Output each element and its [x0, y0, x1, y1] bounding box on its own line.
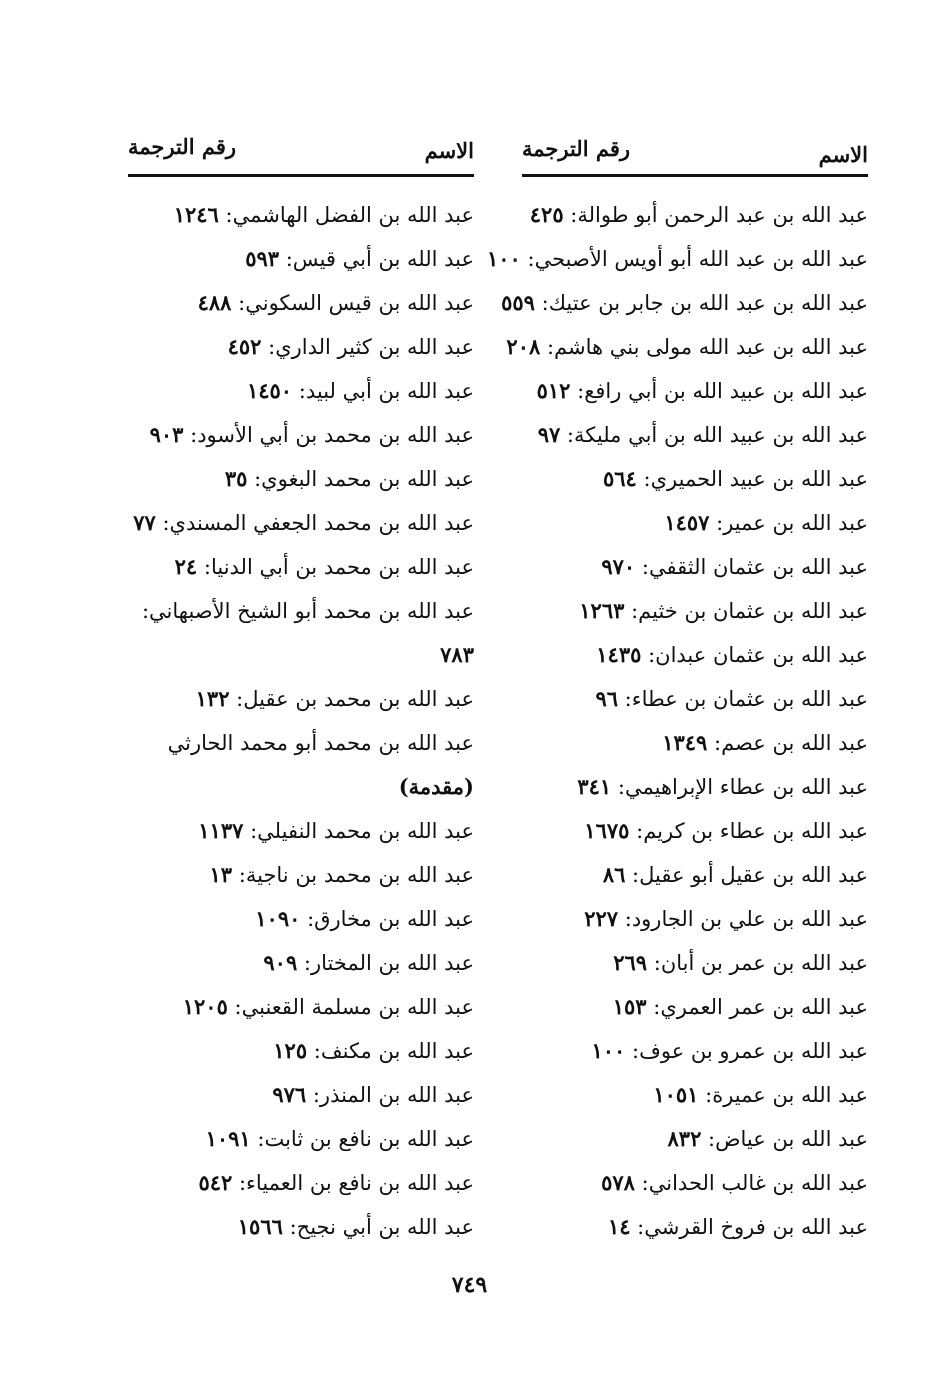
index-entry — [522, 765, 868, 809]
entry-number: ٨٦ — [602, 862, 626, 887]
entry-number: ٢٤ — [174, 554, 198, 579]
entry-name: عبد الله بن عبد الرحمن أبو طوالة — [577, 203, 868, 227]
entry-number: ١٢٤٦ — [173, 202, 219, 227]
entry-number: ٧٨٣ — [440, 642, 474, 667]
entry-name: عبد الله بن عبيد الله بن أبي مليكة — [574, 423, 868, 447]
entry-separator: : — [625, 863, 640, 887]
entry-number: ٩٧٦ — [272, 1082, 307, 1107]
entry-number: ٩٧ — [537, 422, 561, 447]
entry-name: عبد الله بن المنذر — [319, 1083, 474, 1107]
index-entry — [522, 941, 868, 985]
entry-number: ١٥٦٦ — [237, 1214, 283, 1239]
entry-separator: : — [560, 423, 575, 447]
index-entry — [128, 1073, 474, 1117]
entry-name: عبد الله بن عقيل أبو عقيل — [639, 863, 868, 887]
entry-name: عبد الله بن الفضل الهاشمي — [232, 203, 474, 227]
entry-separator: : — [232, 1171, 247, 1195]
entry-name: عبد الله بن محمد أبو الشيخ الأصبهاني — [149, 599, 474, 623]
index-entry — [128, 809, 474, 853]
entry-number: ٥٦٤ — [603, 466, 637, 491]
entry-number: ٨٣٢ — [667, 1126, 702, 1151]
entries-list-right — [487, 193, 868, 1249]
entry-separator: : — [247, 467, 262, 491]
entry-name: عبد الله بن محمد بن ناجية — [245, 863, 474, 887]
entry-number: ١٤٣٥ — [596, 642, 642, 667]
index-entry — [522, 1117, 868, 1161]
entry-number: ٢٦٩ — [613, 950, 648, 975]
entry-name: عبد الله بن مخارق — [314, 907, 474, 931]
index-entry — [522, 1073, 868, 1117]
index-entry — [522, 589, 868, 633]
index-entry — [522, 985, 868, 1029]
entry-separator: : — [227, 995, 242, 1019]
entry-separator: : — [183, 423, 198, 447]
entry-separator: : — [629, 819, 644, 843]
index-entry — [522, 545, 868, 589]
entry-number: ٩٧٠ — [601, 554, 636, 579]
entry-name: عبد الله بن محمد بن أبي الأسود — [197, 423, 474, 447]
index-entry — [522, 721, 868, 765]
entry-name: عبد الله بن عمر بن أبان — [660, 951, 868, 975]
entry-number: ١٢٦٣ — [579, 598, 625, 623]
entry-separator: : — [197, 555, 211, 579]
entries-list-left — [128, 193, 474, 1249]
index-entry — [128, 413, 474, 457]
entry-number: ٩٦ — [595, 686, 618, 711]
entry-separator: : — [243, 819, 258, 843]
index-entry — [522, 677, 868, 721]
entry-name: عبد الله بن عمير — [723, 511, 868, 535]
entry-name: عبد الله بن محمد النفيلي — [257, 819, 474, 843]
index-entry — [522, 809, 868, 853]
column-header — [522, 128, 868, 177]
index-entry — [522, 853, 868, 897]
entry-separator: : — [534, 291, 549, 315]
entry-separator: : — [636, 467, 651, 491]
index-entry — [501, 281, 868, 325]
entry-number: ١١٣٧ — [198, 818, 244, 843]
index-entry — [128, 325, 474, 369]
index-entry — [522, 633, 868, 677]
entry-separator: : — [300, 907, 315, 931]
entry-number: ١٠٩٠ — [255, 906, 301, 931]
entry-name: عبد الله بن محمد بن أبي الدنيا — [210, 555, 474, 579]
index-entry — [128, 897, 474, 941]
entry-name: عبد الله بن عطاء بن كريم — [643, 819, 868, 843]
header-number-label: رقم الترجمة — [522, 136, 631, 161]
entry-number: ١٥٣ — [612, 994, 647, 1019]
entry-name: عبد الله بن عثمان بن عطاء — [631, 687, 868, 711]
entry-number: ٢٢٧ — [584, 906, 619, 931]
header-number-label: رقم الترجمة — [128, 134, 237, 159]
entry-separator: : — [520, 247, 535, 271]
entry-separator: : — [563, 203, 578, 227]
index-entry — [128, 457, 474, 501]
entry-separator: : — [635, 555, 649, 579]
entry-number: ١٤ — [607, 1214, 631, 1239]
entry-number: ٥٧٨ — [601, 1170, 635, 1195]
entry-name: عبد الله بن عياض — [715, 1127, 868, 1151]
entry-separator: : — [618, 687, 632, 711]
entry-separator: : — [292, 379, 306, 403]
entry-name: عبد الله بن مكنف — [320, 1039, 474, 1063]
page-number: ٧٤٩ — [451, 1272, 488, 1298]
entry-name: عبد الله بن عثمان بن خثيم — [638, 599, 868, 623]
entry-name: عبد الله بن عميرة — [712, 1083, 868, 1107]
entry-number: ١٣٢ — [195, 686, 230, 711]
index-entry — [128, 501, 474, 545]
entry-name: عبد الله بن كثير الداري — [275, 335, 474, 359]
entry-name: عبد الله بن أبي قيس — [292, 247, 474, 271]
index-entry — [128, 1205, 474, 1249]
entry-separator: : — [701, 1127, 716, 1151]
entry-number: ١٣٤٩ — [662, 730, 708, 755]
index-entry — [506, 325, 868, 369]
entry-number: ٥٥٩ — [501, 290, 535, 315]
index-entry — [522, 457, 868, 501]
index-entry — [128, 853, 474, 897]
entry-separator: : — [698, 1083, 713, 1107]
entry-separator: : — [229, 687, 244, 711]
entry-name: عبد الله بن عبد الله مولى بني هاشم — [554, 335, 868, 359]
entry-separator: : — [155, 511, 170, 535]
entry-separator: : — [250, 1127, 265, 1151]
index-entry — [128, 721, 474, 809]
entry-number: ١٠٠ — [487, 246, 521, 271]
index-entry — [128, 985, 474, 1029]
index-entry — [522, 413, 868, 457]
index-entry — [522, 1205, 868, 1249]
entry-number: ٤٥٢ — [227, 334, 262, 359]
entry-number: ٧٧ — [133, 510, 156, 535]
entry-separator: : — [218, 203, 233, 227]
column-header — [128, 128, 474, 177]
entry-separator: : — [282, 1215, 297, 1239]
entry-separator: : — [618, 907, 632, 931]
entry-separator: : — [141, 599, 150, 623]
entry-name: عبد الله بن نافع بن العمياء — [246, 1171, 474, 1195]
entry-number: ١٤٥٧ — [664, 510, 710, 535]
index-entry — [522, 501, 868, 545]
index-entry — [128, 237, 474, 281]
entry-number: ١٤٥٠ — [246, 378, 293, 403]
entry-name: عبد الله بن محمد بن عقيل — [243, 687, 474, 711]
entry-name: عبد الله بن محمد الجعفي المسندي — [169, 511, 474, 535]
entry-name: عبد الله بن عثمان الثقفي — [648, 555, 868, 579]
entry-number: ٣٤١ — [577, 774, 612, 799]
header-name-label: الاسم — [818, 142, 868, 167]
entry-name: عبد الله بن عبيد الحميري — [650, 467, 868, 491]
entry-name: عبد الله بن علي بن الجارود — [631, 907, 868, 931]
entry-separator: : — [232, 863, 246, 887]
entry-number: ٣٥ — [224, 466, 248, 491]
entry-number: ٩٠٩ — [263, 950, 298, 975]
index-entry — [522, 369, 868, 413]
entry-number: ١٠٥١ — [653, 1082, 699, 1107]
entry-separator: : — [641, 643, 656, 667]
entry-separator: : — [306, 1083, 320, 1107]
entry-number: ٤٢٥ — [529, 202, 564, 227]
entry-separator: : — [231, 291, 246, 315]
entry-separator: : — [630, 1215, 645, 1239]
entry-name: عبد الله بن نافع بن ثابت — [264, 1127, 474, 1151]
index-entry — [522, 1029, 868, 1073]
index-column-left — [128, 128, 474, 1249]
entry-number: ١٢٠٥ — [182, 994, 228, 1019]
entry-separator: : — [279, 247, 293, 271]
entry-number: ٩٠٣ — [149, 422, 184, 447]
entry-name: عبد الله بن غالب الحداني — [648, 1171, 868, 1195]
entry-number: (مقدمة) — [398, 774, 474, 799]
entry-number: ١٠٠ — [591, 1038, 626, 1063]
entry-separator: : — [297, 951, 311, 975]
index-entry — [128, 677, 474, 721]
entry-name: عبد الله بن عمرو بن عوف — [639, 1039, 868, 1063]
entry-name: عبد الله بن عبيد الله بن أبي رافع — [584, 379, 868, 403]
entry-name: عبد الله بن أبي نجيح — [296, 1215, 474, 1239]
entry-name: عبد الله بن محمد البغوي — [261, 467, 474, 491]
index-entry — [128, 589, 474, 677]
header-name-label: الاسم — [424, 138, 474, 163]
entry-number: ٥١٢ — [536, 378, 571, 403]
entry-number: ٥٩٣ — [245, 246, 280, 271]
entry-separator: : — [709, 511, 724, 535]
index-entry — [128, 1029, 474, 1073]
index-entry — [128, 1117, 474, 1161]
entry-name: عبد الله بن محمد أبو محمد الحارثي — [167, 731, 474, 755]
entry-name: عبد الله بن أبي لبيد — [305, 379, 474, 403]
entry-name: عبد الله بن عطاء الإبراهيمي — [624, 775, 868, 799]
entry-name: عبد الله بن المختار — [311, 951, 474, 975]
index-entry — [522, 897, 868, 941]
entry-separator: : — [707, 731, 722, 755]
entry-name: عبد الله بن قيس السكوني — [245, 291, 474, 315]
entry-separator: : — [307, 1039, 321, 1063]
entry-separator: : — [634, 1171, 649, 1195]
index-entry — [128, 545, 474, 589]
entry-number: ١٦٧٥ — [584, 818, 630, 843]
entry-name: عبد الله بن عمر العمري — [660, 995, 868, 1019]
entry-separator: : — [261, 335, 276, 359]
entry-name: عبد الله بن عصم — [721, 731, 868, 755]
entry-separator: : — [611, 775, 625, 799]
index-entry — [128, 1161, 474, 1205]
entry-name: عبد الله بن عبد الله بن جابر بن عتيك — [548, 291, 868, 315]
index-entry — [128, 941, 474, 985]
entry-separator: : — [540, 335, 555, 359]
index-entry — [128, 193, 474, 237]
entry-separator: : — [647, 951, 661, 975]
entry-number: ٢٠٨ — [506, 334, 541, 359]
entry-separator: : — [646, 995, 661, 1019]
entry-number: ١٣ — [209, 862, 233, 887]
entry-number: ٤٨٨ — [197, 290, 232, 315]
entry-number: ١٢٥ — [273, 1038, 308, 1063]
entry-name: عبد الله بن مسلمة القعنبي — [241, 995, 474, 1019]
index-entry — [522, 193, 868, 237]
index-entry — [522, 1161, 868, 1205]
entry-name: عبد الله بن عثمان عبدان — [655, 643, 868, 667]
entry-separator: : — [624, 599, 639, 623]
index-entry — [128, 369, 474, 413]
entry-name: عبد الله بن عبد الله أبو أويس الأصبحي — [534, 247, 868, 271]
entry-separator: : — [570, 379, 585, 403]
index-column-right — [487, 128, 868, 1249]
index-entry — [128, 281, 474, 325]
entry-name: عبد الله بن فروخ القرشي — [644, 1215, 868, 1239]
entry-number: ١٠٩١ — [205, 1126, 251, 1151]
index-entry — [487, 237, 868, 281]
entry-number: ٥٤٢ — [198, 1170, 233, 1195]
entry-separator: : — [625, 1039, 640, 1063]
